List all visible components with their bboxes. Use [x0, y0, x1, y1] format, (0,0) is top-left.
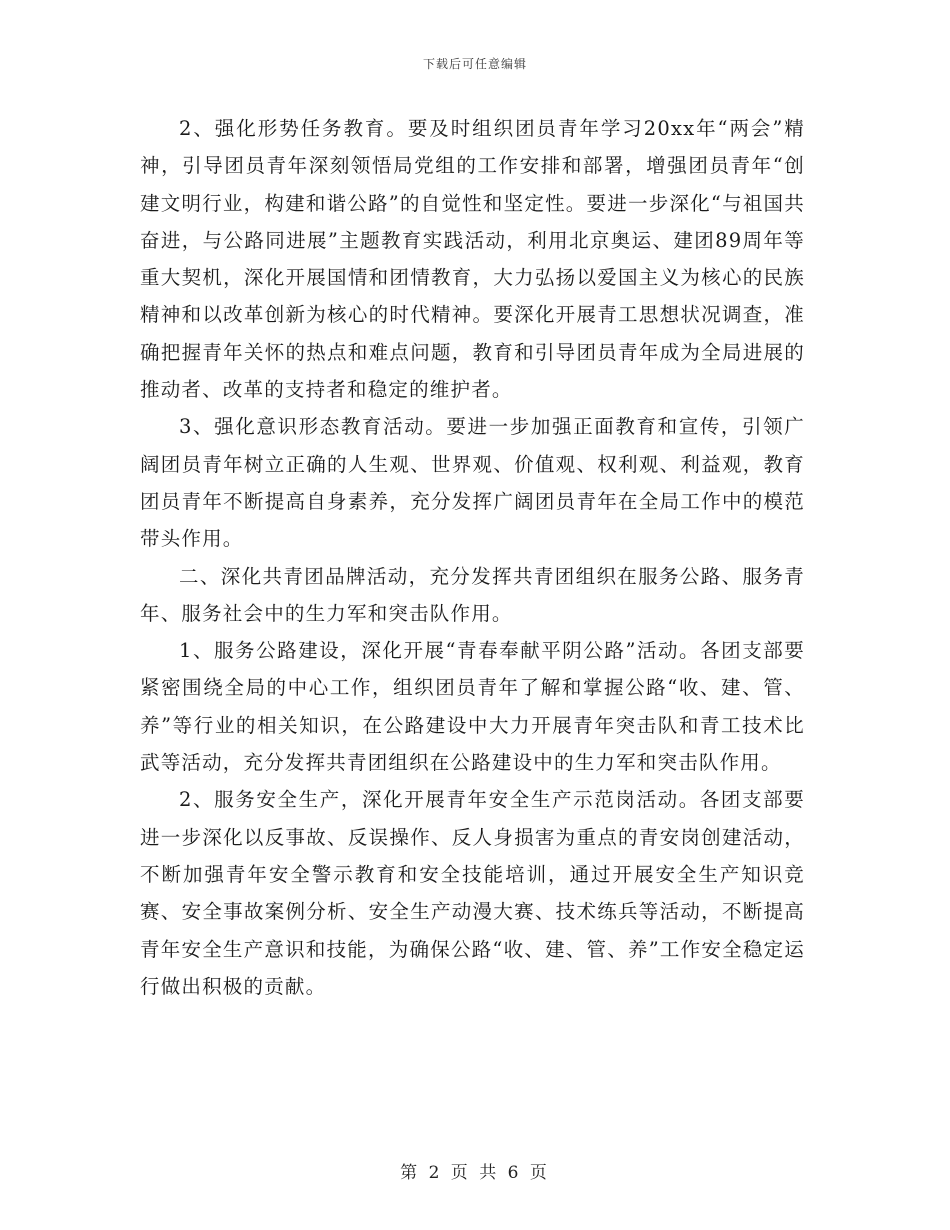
paragraph-situation-education: 2、强化形势任务教育。要及时组织团员青年学习20xx年“两会”精神，引导团员青年深刻领悟局党组的工作安排和部署，增强团员青年“创建文明行业，构建和谐公路”的自觉性和坚定性。要进一步深化“与祖国共奋进，与公路同进展”主题教育实践活动，利用北京奥运、建团89周年等重大契机，深化开展国情和团情教育，大力弘扬以爱国主义为核心的民族精神和以改革创新为核心的时代精神。要深化开展青工思想状况调查，准确把握青年关怀的热点和难点问题，教育和引导团员青年成为全局进展的推动者、改革的支持者和稳定的维护者。 — [140, 117, 805, 402]
paragraph-road-construction: 1、服务公路建设，深化开展“青春奉献平阴公路”活动。各团支部要紧密围绕全局的中心工作，组织团员青年了解和掌握公路“收、建、管、养”等行业的相关知识，在公路建设中大力开展青年突击队和青工技术比武等活动，充分发挥共青团组织在公路建设中的生力军和突击队作用。 — [140, 639, 805, 775]
document-body — [140, 110, 805, 1005]
paragraph-ideology-education: 3、强化意识形态教育活动。要进一步加强正面教育和宣传，引领广阔团员青年树立正确的人生观、世界观、价值观、权利观、利益观，教育团员青年不断提高自身素养，充分发挥广阔团员青年在全局工作中的模范带头作用。 — [140, 415, 805, 551]
paragraph-section-two-heading: 二、深化共青团品牌活动，充分发挥共青团组织在服务公路、服务青年、服务社会中的生力军和突击队作用。 — [140, 564, 805, 625]
paragraph-safety-production: 2、服务安全生产，深化开展青年安全生产示范岗活动。各团支部要进一步深化以反事故、反误操作、反人身损害为重点的青安岗创建活动，不断加强青年安全警示教育和安全技能培训，通过开展安全生产知识竞赛、安全事故案例分析、安全生产动漫大赛、技术练兵等活动，不断提高青年安全生产意识和技能，为确保公路“收、建、管、养”工作安全稳定运行做出积极的贡献。 — [140, 788, 805, 998]
page-header-note: 下载后可任意编辑 — [422, 57, 527, 71]
page-number: 第 2 页 共 6 页 — [400, 1163, 550, 1183]
